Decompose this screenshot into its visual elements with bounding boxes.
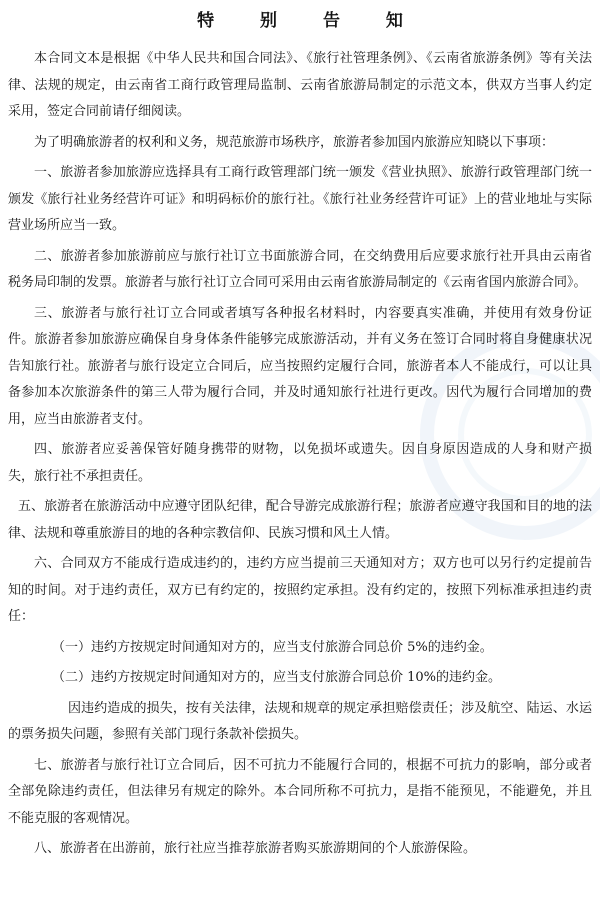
clause-8: 八、旅游者在出游前，旅行社应当推荐旅游者购买旅游期间的个人旅游保险。	[34, 841, 477, 856]
intro-paragraph: 本合同文本是根据《中华人民共和国合同法》、《旅行社管理条例》、《云南省旅游条例》等有关法律、法规的规定，由云南省工商行政管理局监制、云南省旅游局制定的示范文本，供双方当事人约定采用，签定合同前请仔细阅读。	[8, 51, 592, 119]
clause-2: 二、旅游者参加旅游前应与旅行社订立书面旅游合同，在交纳费用后应要求旅行社开具由云南省税务局印制的发票。旅游者与旅行社订立合同可采用由云南省旅游局制定的《云南省国内旅游合同》。	[8, 248, 592, 290]
clause-6-note: 因违约造成的损失，按有关法律，法规和规章的规定承担赔偿责任；涉及航空、陆运、水运的票务损失问题，参照有关部门现行条款补偿损失。	[8, 700, 592, 742]
page-title: 特 别 告 知	[197, 11, 423, 31]
clause-6-sub-2: （二）违约方按规定时间通知对方的，应当支付旅游合同总价 10%的违约金。	[52, 670, 502, 685]
clause-6: 六、合同双方不能成行造成违约的，违约方应当提前三天通知对方；双方也可以另行约定提前告知的时间。对于违约责任，双方已有约定的，按照约定承担。没有约定的，按照下列标准承担违约责任：	[8, 556, 592, 624]
clause-6-sub-1: （一）违约方按规定时间通知对方的，应当支付旅游合同总价 5%的违约金。	[52, 639, 493, 655]
clause-1: 一、旅游者参加旅游应选择具有工商行政管理部门统一颁发《营业执照》、旅游行政管理部门统一颁发《旅行社业务经营许可证》和明码标价的旅行社。《旅行社业务经营许可证》上的营业地址与实际营业场所应当一致。	[8, 165, 592, 233]
clause-7: 七、旅游者与旅行社订立合同后，因不可抗力不能履行合同的，根据不可抗力的影响，部分或者全部免除违约责任，但法律另有规定的除外。本合同所称不可抗力，是指不能预见，不能避免，并且不能克服的客观情况。	[8, 757, 592, 826]
clause-4: 四、旅游者应妥善保管好随身携带的财物，以免损坏或遗失。因自身原因造成的人身和财产损失，旅行社不承担责任。	[8, 442, 592, 484]
clause-3: 三、旅游者与旅行社订立合同或者填写各种报名材料时，内容要真实准确，并使用有效身份证件。旅游者参加旅游应确保自身身体条件能够完成旅游活动，并有义务在签订合同时将自身健康状况告知旅行社。旅游者与旅行设定立合同后，应当按照约定履行合同，旅游者本人不能成行，可以让具备参加本次旅游条件的第三人带为履行合同，并及时通知旅行社进行更改。因代为履行合同增加的费用，应当由旅游者支付。	[8, 305, 592, 427]
clause-5: 五、旅游者在旅游活动中应遵守团队纪律，配合导游完成旅游行程；旅游者应遵守我国和目的地的法律、法规和尊重旅游目的地的各种宗教信仰、民族习惯和风土人情。	[8, 499, 592, 541]
notice-lead-paragraph: 为了明确旅游者的权利和义务，规范旅游市场秩序，旅游者参加国内旅游应知晓以下事项：	[34, 134, 555, 150]
